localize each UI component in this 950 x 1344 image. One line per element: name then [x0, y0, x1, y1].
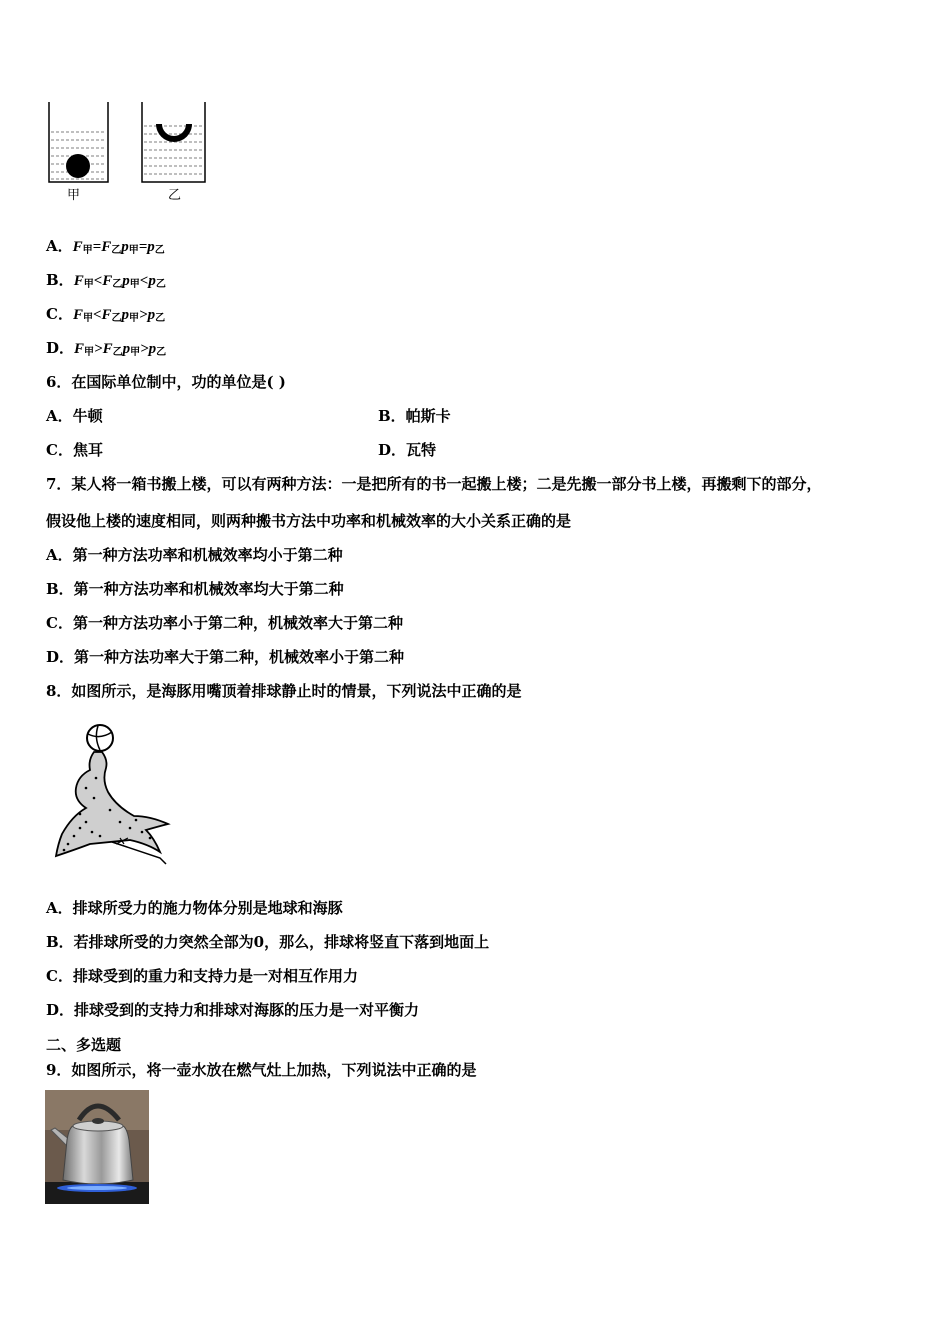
kettle-photo	[45, 1090, 149, 1204]
ball-icon	[87, 725, 113, 751]
q6-stem: 6．在国际单位制中，功的单位是( )	[46, 373, 286, 391]
beaker-right	[142, 102, 205, 182]
q8-option-b: B．若排球所受的力突然全部为0，那么，排球将竖直下落到地面上	[46, 933, 490, 951]
q7-stem-line1: 7．某人将一箱书搬上楼，可以有两种方法：一是把所有的书一起搬上楼；二是先搬一部分书上楼，再搬剩下的部分，	[46, 475, 822, 493]
q5-option-a: A．$F_甲=F_乙p_甲=p_乙$	[46, 237, 165, 256]
q5-option-c: C．$F_甲<F_乙p_甲>p_乙$	[46, 305, 166, 324]
q7-option-a: A．第一种方法功率和机械效率均小于第二种	[46, 546, 343, 564]
figure-label-left: 甲	[67, 188, 81, 203]
figure-label-right: 乙	[168, 188, 182, 203]
q6-option-c: C．焦耳	[46, 441, 103, 459]
q7-stem-line2: 假设他上楼的速度相同，则两种搬书方法中功率和机械效率的大小关系正确的是	[46, 512, 572, 530]
q7-option-d: D．第一种方法功率大于第二种，机械效率小于第二种	[46, 648, 405, 666]
q5-option-b: B．$F_甲<F_乙p_甲<p_乙$	[46, 271, 166, 290]
q5-option-d: D．$F_甲>F_乙p_甲>p_乙$	[46, 339, 167, 358]
section-heading: 二、多选题	[46, 1036, 122, 1054]
q7-option-b: B．第一种方法功率和机械效率均大于第二种	[46, 580, 344, 598]
flame-icon	[57, 1184, 137, 1192]
q8-stem: 8．如图所示，是海豚用嘴顶着排球静止时的情景，下列说法中正确的是	[46, 682, 522, 700]
q6-option-d: D．瓦特	[378, 441, 437, 459]
q8-option-d: D．排球受到的支持力和排球对海豚的压力是一对平衡力	[46, 1001, 420, 1019]
q8-option-a: A．排球所受力的施力物体分别是地球和海豚	[46, 899, 343, 917]
dolphin-icon	[56, 752, 168, 864]
q8-option-c: C．排球受到的重力和支持力是一对相互作用力	[46, 967, 358, 985]
beaker-left	[49, 102, 108, 182]
q9-stem: 9．如图所示，将一壶水放在燃气灶上加热，下列说法中正确的是	[46, 1061, 477, 1079]
q6-option-b: B．帕斯卡	[378, 407, 451, 425]
q6-option-a: A．牛顿	[46, 407, 103, 425]
dolphin-ball-figure	[50, 718, 172, 866]
q7-option-c: C．第一种方法功率小于第二种，机械效率大于第二种	[46, 614, 403, 632]
